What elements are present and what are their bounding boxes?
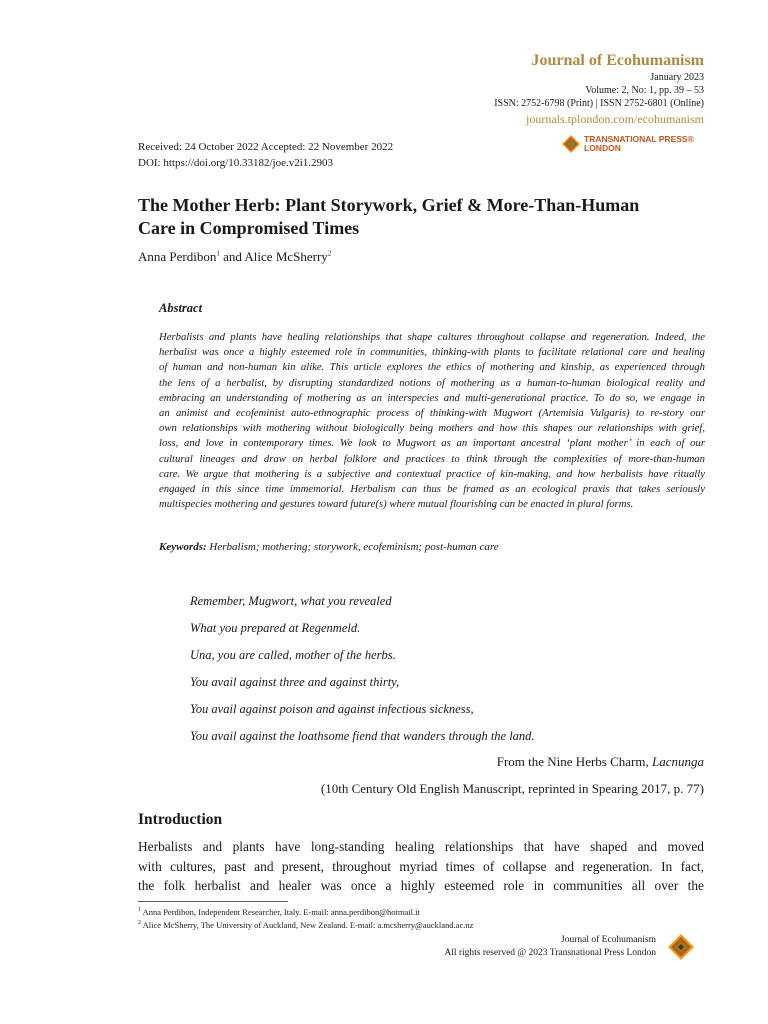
publisher-logo-line2: LONDON [584, 143, 621, 153]
footer-journal-name: Journal of Ecohumanism [561, 935, 656, 945]
abstract-line: an animist and ecofeminist auto-ethnographic process of thinking-with Mugwort (Artemisia Vulgaris) to re-story our [159, 407, 705, 420]
introduction-heading: Introduction [138, 811, 223, 828]
footer-logo [668, 934, 694, 965]
footnote-2-mark: 2 [138, 920, 141, 927]
attribution-source: Lacnunga [652, 754, 704, 769]
title-line-1: The Mother Herb: Plant Storywork, Grief & More-Than-Human [138, 195, 640, 215]
publisher-logo-line1: TRANSNATIONAL PRESS® [584, 134, 694, 144]
footnote-1 [138, 907, 420, 917]
journal-name: Journal of Ecohumanism [531, 52, 704, 69]
intro-line: Herbalists and plants have long-standing healing relationships that have shaped and moved [138, 839, 704, 854]
abstract-line: herbalist was once a highly esteemed role in communities, thinking-with plants to facilitate relational care and healing [159, 346, 705, 359]
article-title [138, 194, 704, 240]
epigraph-poem [190, 591, 535, 753]
poem-line: You avail against the loathsome fiend that wanders through the land. [190, 729, 535, 743]
intro-line: the folk herbalist and healer was once a highly esteemed role in communities all over the [138, 878, 704, 893]
keywords-list: Herbalism; mothering; storywork, ecofeminism; post-human care [206, 541, 499, 553]
keywords-label: Keywords: [159, 541, 207, 553]
intro-line: with cultures, past and present, throughout myriad times of collapse and regeneration. In fact, [138, 858, 704, 874]
title-line-2: Care in Compromised Times [138, 218, 360, 238]
footnote-2 [138, 920, 473, 930]
volume-info: Volume: 2, No: 1, pp. 39 – 53 [585, 85, 704, 96]
issue-date: January 2023 [650, 72, 704, 83]
author-2-footnote-mark: 2 [327, 249, 332, 258]
footnote-divider [138, 901, 288, 902]
author-2: Alice McSherry [244, 249, 328, 264]
author-list [138, 249, 331, 265]
abstract-line: the lens of a herbalist, by disrupting standardized notions of mothering as a human-to-human biological reality and [159, 376, 705, 389]
attribution-prefix: From the Nine Herbs Charm, [496, 754, 652, 769]
abstract-line: embracing an understanding of mothering as an interspecies and multi-generational practice. To do so, we engage in [159, 391, 705, 404]
footnote-1-text: Anna Perdibon, Independent Researcher, Italy. E-mail: anna.perdibon@hotmail.it [141, 907, 420, 917]
received-accepted-dates: Received: 24 October 2022 Accepted: 22 November 2022 [138, 141, 394, 153]
abstract-line: care. We argue that mothering is a subjective and contextual practice of kin-making, and how herbalists have ritually [159, 467, 705, 480]
abstract-line: cultural lineages and draw on herbal folklore and practices to think through the complexities of more-than-human [159, 452, 705, 465]
publisher-diamond-icon [562, 135, 580, 153]
footnote-2-text: Alice McSherry, The University of Auckland, New Zealand. E-mail: a.mcsherry@auckland.ac.nz [141, 920, 474, 930]
poem-line: What you prepared at Regenmeld. [190, 621, 361, 635]
poem-line: Una, you are called, mother of the herbs. [190, 648, 396, 662]
issn-info: ISSN: 2752-6798 (Print) | ISSN 2752-6801 (Online) [494, 98, 704, 109]
journal-url-link[interactable]: journals.tplondon.com/ecohumanism [526, 112, 704, 126]
doi-link[interactable]: DOI: https://doi.org/10.33182/joe.v2i1.2903 [138, 157, 334, 169]
abstract-line: Herbalists and plants have healing relationships that shape cultures throughout collapse and regeneration. Indeed, the [159, 331, 705, 343]
abstract-heading: Abstract [159, 301, 203, 315]
poem-line: Remember, Mugwort, what you revealed [190, 594, 392, 608]
introduction-body [138, 837, 704, 896]
footer-diamond-icon [668, 934, 694, 960]
author-separator: and [219, 249, 245, 264]
poem-attribution-detail: (10th Century Old English Manuscript, reprinted in Spearing 2017, p. 77) [320, 781, 704, 796]
author-1-footnote-mark: 1 [216, 249, 220, 258]
abstract-line: loss, and love in contemporary times. We look to Mugwort as an important ancestral ‘plant mother’ in each of our [159, 437, 705, 450]
poem-line: You avail against poison and against infectious sickness, [190, 702, 474, 716]
abstract-body [159, 330, 705, 512]
abstract-line: engaged in this since time immemorial. Herbalism can thus be framed as an ecological praxis that takes seriously [159, 483, 705, 496]
abstract-line: of human and non-human kin alike. This article explores the ethics of mothering and kinship, as experienced through [159, 361, 705, 374]
author-1: Anna Perdibon [138, 249, 217, 264]
poem-line: You avail against three and against thirty, [190, 675, 400, 689]
footnote-1-mark: 1 [138, 907, 141, 914]
abstract-line: multispecies mothering and gestures toward future(s) where mutual flourishing can be enacted in plural forms. [159, 498, 634, 511]
publisher-logo [562, 135, 694, 153]
abstract-line: own relationships with mothering without biologically being mothers and how this shapes our relationships with grief, [159, 422, 705, 435]
keywords [159, 541, 499, 553]
poem-attribution [497, 754, 704, 770]
footer-rights: All rights reserved @ 2023 Transnational Press London [444, 948, 656, 958]
